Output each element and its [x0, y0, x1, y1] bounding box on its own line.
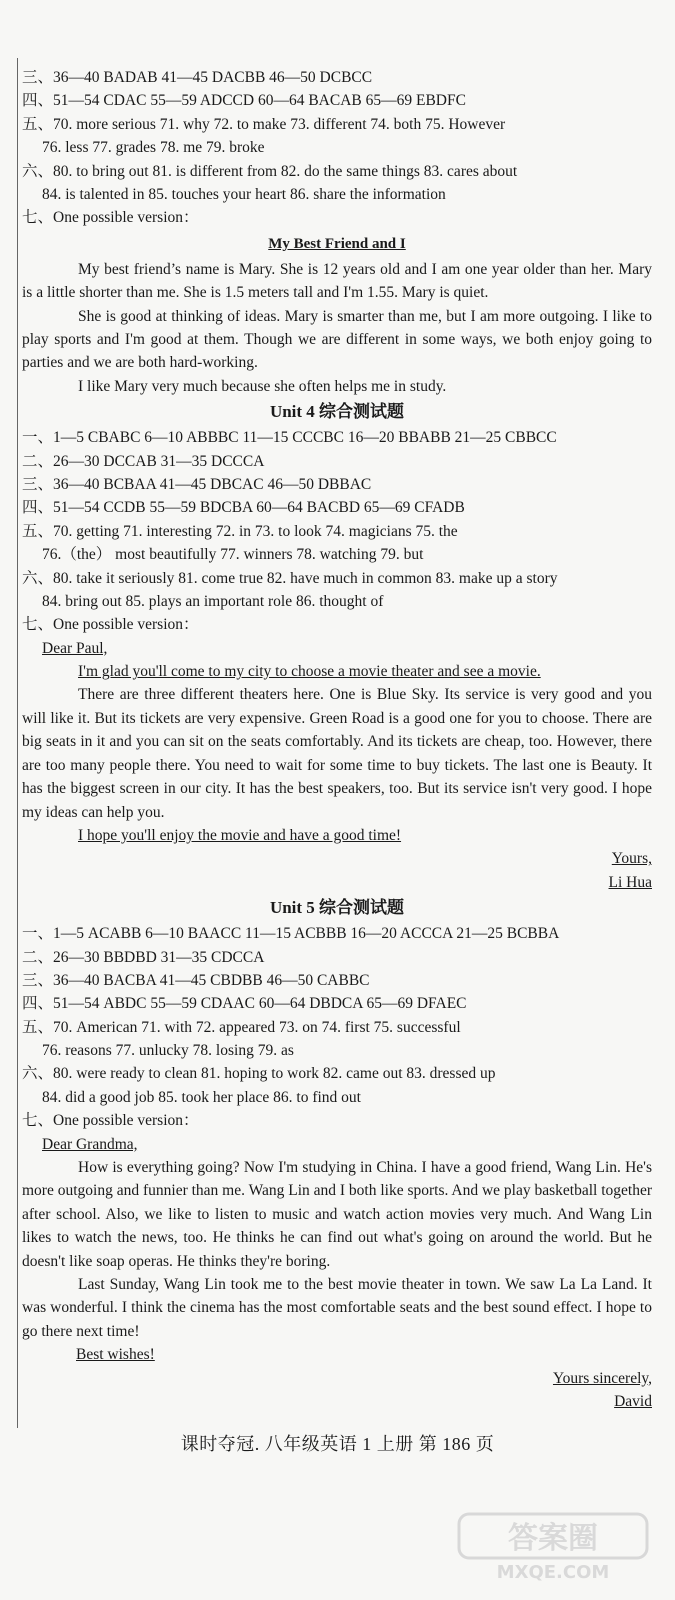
unit4-answers-section5-cont: 76.（the） most beautifully 77. winners 78. watching 79. but: [42, 546, 424, 564]
letter1-greeting: Dear Paul,: [42, 639, 108, 657]
watermark-logo: [453, 1510, 653, 1582]
unit5-heading: Unit 5 综合测试题: [269, 898, 405, 918]
unit5-answers-section3: 三、36—40 BACBA 41—45 CBDBB 46—50 CABBC: [22, 971, 370, 989]
unit4-answers-section5: 五、70. getting 71. interesting 72. in 73. to look 74. magicians 75. the: [22, 522, 458, 540]
page-content: [22, 66, 652, 1413]
unit3-answers-section5: 五、70. more serious 71. why 72. to make 73. different 74. both 75. However: [22, 115, 506, 133]
unit4-writing-label: 七、One possible version：: [22, 616, 199, 634]
letter2-wishes: Best wishes!: [76, 1346, 155, 1364]
unit4-answers-section6: 六、80. take it seriously 81. come true 82. have much in common 83. make up a story: [22, 569, 558, 587]
unit4-answers-section2: 二、26—30 DCCAB 31—35 DCCCA: [22, 452, 265, 470]
unit5-answers-section1: 一、1—5 ACABB 6—10 BAACC 11—15 ACBBB 16—20 ACCCA 21—25 BCBBA: [22, 925, 560, 943]
letter2-signature: David: [614, 1393, 652, 1411]
unit5-answers-section5-cont: 76. reasons 77. unlucky 78. losing 79. as: [42, 1042, 294, 1060]
unit3-answers-section6: 六、80. to bring out 81. is different from 82. do the same things 83. cares about: [22, 162, 518, 180]
letter2-closing: Yours sincerely,: [552, 1369, 652, 1387]
letter2-greeting: Dear Grandma,: [42, 1135, 138, 1153]
letter1-paragraph-3: I hope you'll enjoy the movie and have a good time!: [78, 826, 402, 844]
unit3-writing-label: 七、One possible version：: [22, 209, 199, 227]
watermark-top-text: 答案圈: [508, 1521, 598, 1556]
unit5-answers-section6: 六、80. were ready to clean 81. hoping to work 82. came out 83. dressed up: [22, 1065, 496, 1083]
essay-paragraph-1: My best friend’s name is Mary. She is 12 years old and I am one year older than her. Mary is a little shorter than me. She is 1.5 meters tall and I'm 1.55. Mary is quiet.: [22, 260, 652, 302]
unit4-answers-section6-cont: 84. bring out 85. plays an important role 86. thought of: [42, 592, 384, 610]
margin-rule: [17, 58, 18, 1428]
letter2-paragraph-2: Last Sunday, Wang Lin took me to the best movie theater in town. We saw La La Land. It was wonderful. I think the cinema has the most comfortable seats and the best sound effect. I hope to go there next time!: [22, 1276, 652, 1340]
letter2-paragraph-1: How is everything going? Now I'm studying in China. I have a good friend, Wang Lin. He's more outgoing and funnier than me. Wang Lin and I both like sports. And we play basketball together after school. Also, we like to listen to music and watch action movies very much. And Wang Lin likes to watch the news, too. He thinks he can find out what's going on around the world. But he doesn't like soap operas. He thinks they're boring.: [22, 1159, 652, 1270]
unit4-answers-section4: 四、51—54 CCDB 55—59 BDCBA 60—64 BACBD 65—69 CFADB: [22, 499, 465, 517]
unit4-heading: Unit 4 综合测试题: [269, 402, 405, 422]
page-footer: 课时夺冠. 八年级英语 1 上册 第 186 页: [180, 1434, 495, 1454]
letter1-closing: Yours,: [611, 850, 652, 868]
unit5-answers-section6-cont: 84. did a good job 85. took her place 86. to find out: [42, 1088, 361, 1106]
essay-paragraph-2: She is good at thinking of ideas. Mary is smarter than me, but I am more outgoing. I like to play sports and I'm good at them. Though we are different in some ways, we both enjoy going to parties and we are both hard-working.: [22, 307, 652, 372]
unit3-answers-section6-cont: 84. is talented in 85. touches your heart 86. share the information: [42, 185, 446, 203]
unit4-answers-section3: 三、36—40 BCBAA 41—45 DBCAC 46—50 DBBAC: [22, 475, 372, 493]
unit3-answers-section4: 四、51—54 CDAC 55—59 ADCCD 60—64 BACAB 65—69 EBDFC: [22, 92, 466, 110]
unit5-writing-label: 七、One possible version：: [22, 1112, 199, 1130]
unit5-answers-section4: 四、51—54 ABDC 55—59 CDAAC 60—64 DBDCA 65—69 DFAEC: [22, 995, 467, 1013]
unit5-answers-section2: 二、26—30 BBDBD 31—35 CDCCA: [22, 948, 265, 966]
unit3-answers-section5-cont: 76. less 77. grades 78. me 79. broke: [42, 139, 265, 157]
essay-paragraph-3: I like Mary very much because she often helps me in study.: [78, 377, 447, 395]
letter1-paragraph-1: I'm glad you'll come to my city to choose a movie theater and see a movie.: [78, 663, 541, 681]
letter1-signature: Li Hua: [608, 873, 652, 891]
unit5-answers-section5: 五、70. American 71. with 72. appeared 73. on 74. first 75. successful: [22, 1018, 461, 1036]
unit3-answers-section3: 三、36—40 BADAB 41—45 DACBB 46—50 DCBCC: [22, 69, 373, 86]
watermark-bottom-text: MXQE.COM: [496, 1562, 610, 1582]
unit4-answers-section1: 一、1—5 CBABC 6—10 ABBBC 11—15 CCCBC 16—20 BBABB 21—25 CBBCC: [22, 429, 557, 447]
essay-title: My Best Friend and I: [268, 235, 406, 252]
letter1-paragraph-2: There are three different theaters here. One is Blue Sky. Its service is very good and you will like it. But its tickets are very expensive. Green Road is a good one for you to choose. There are big seats in it and you can sit on the seats comfortably. And its tickets are cheap, too. However, there are too many people there. You need to wait for some time to buy tickets. The last one is Beauty. It has the biggest screen in our city. It has the best speakers, too. But its service isn't very good. I hope my ideas can help you.: [22, 686, 652, 821]
